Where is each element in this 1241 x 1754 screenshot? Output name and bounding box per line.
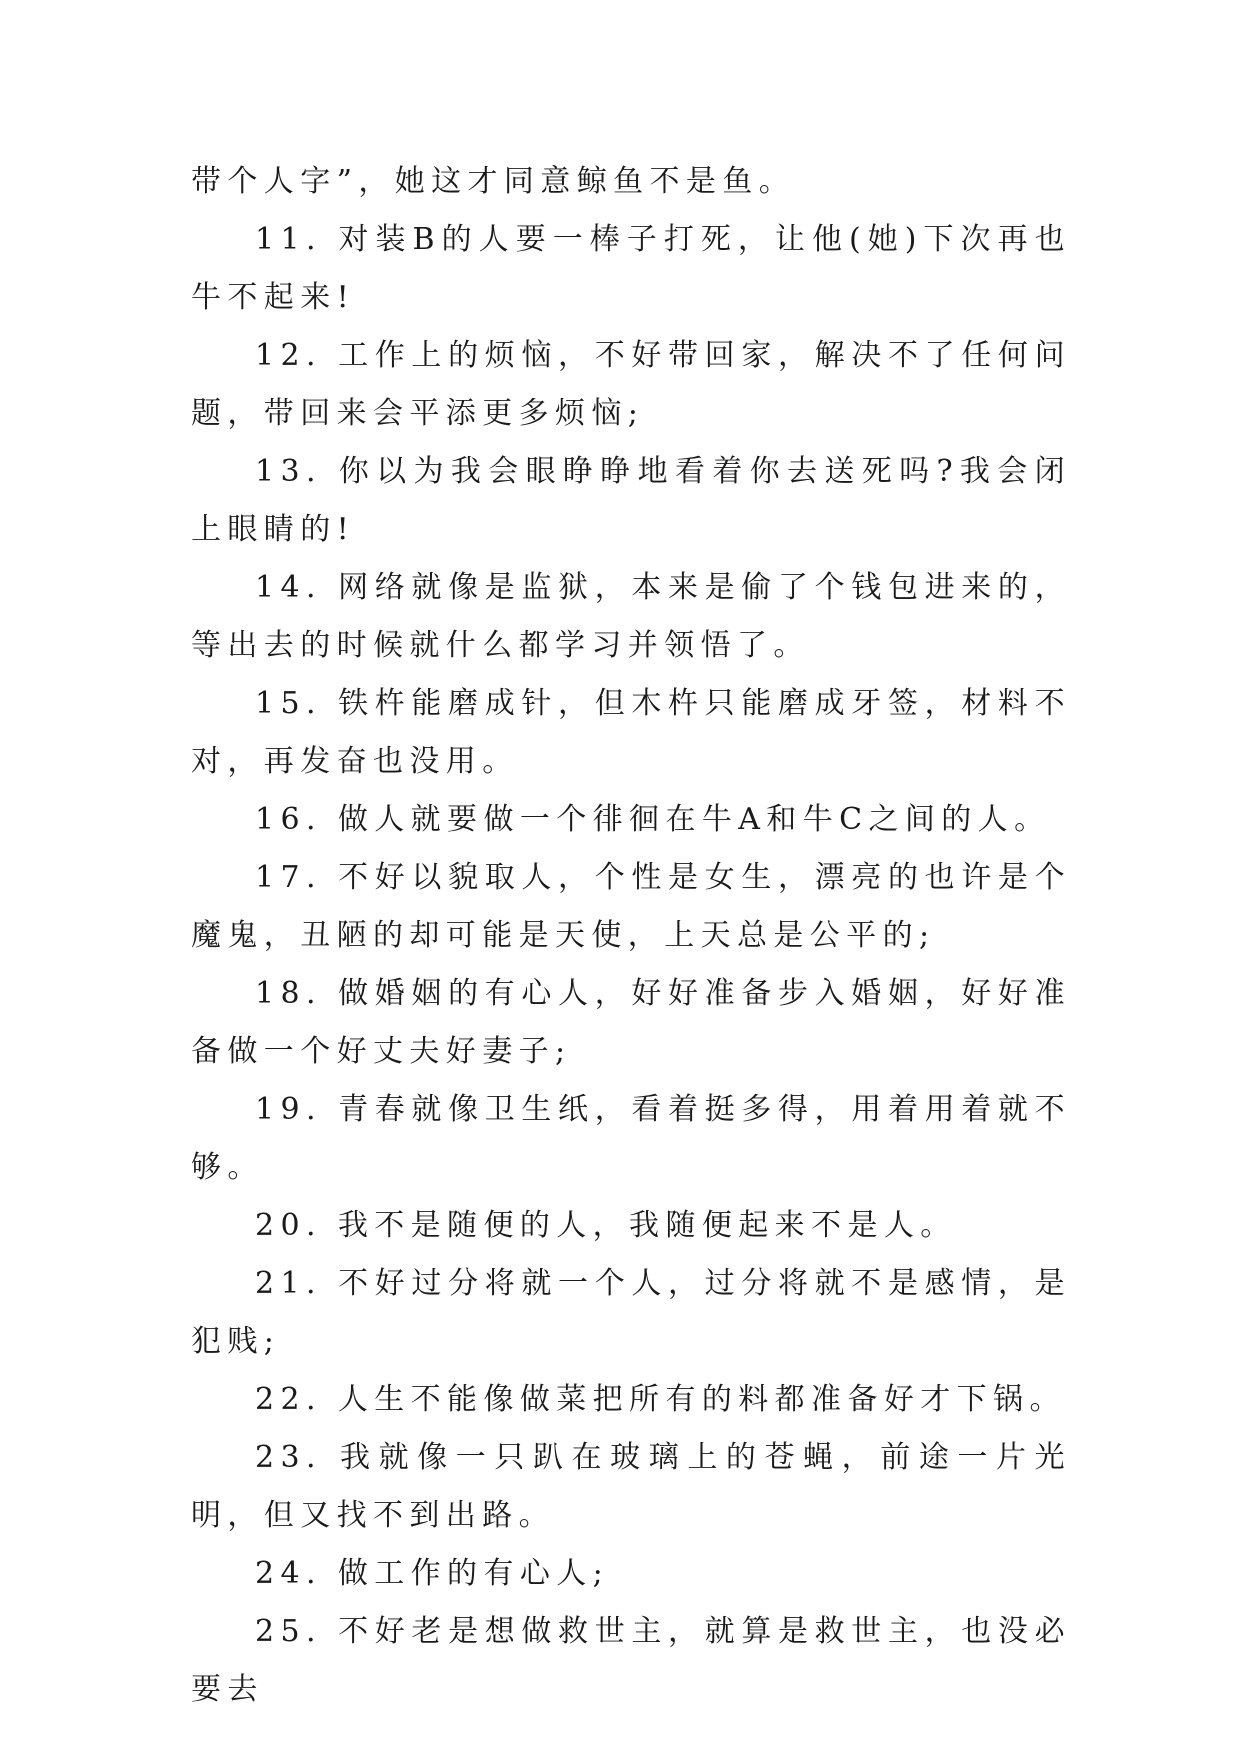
- list-item: 11. 对装B的人要一棒子打死，让他(她)下次再也牛不起来!: [191, 222, 1071, 315]
- list-item: 21. 不好过分将就一个人，过分将就不是感情，是犯贱;: [191, 1266, 1071, 1359]
- list-item: 13. 你以为我会眼睁睁地看着你去送死吗?我会闭上眼睛的!: [191, 454, 1071, 547]
- list-item: 17. 不好以貌取人，个性是女生，漂亮的也许是个魔鬼，丑陋的却可能是天使，上天总是公平的;: [191, 860, 1071, 953]
- list-item: 20. 我不是随便的人，我随便起来不是人。: [255, 1208, 957, 1243]
- list-item: 23. 我就像一只趴在玻璃上的苍蝇，前途一片光明，但又找不到出路。: [191, 1440, 1071, 1533]
- list-item: 12. 工作上的烦恼，不好带回家，解决不了任何问题，带回来会平添更多烦恼;: [191, 338, 1071, 431]
- list-item: 24. 做工作的有心人;: [255, 1556, 610, 1591]
- list-item: 16. 做人就要做一个徘徊在牛A和牛C之间的人。: [255, 802, 1051, 837]
- list-item: 15. 铁杵能磨成针，但木杵只能磨成牙签，材料不对，再发奋也没用。: [191, 686, 1071, 779]
- list-item: 22. 人生不能像做菜把所有的料都准备好才下锅。: [255, 1382, 1066, 1417]
- paragraph-continuation: 带个人字”，她这才同意鲸鱼不是鱼。: [191, 164, 796, 199]
- list-item: 18. 做婚姻的有心人，好好准备步入婚姻，好好准备做一个好丈夫好妻子;: [191, 976, 1071, 1069]
- list-item: 19. 青春就像卫生纸，看着挺多得，用着用着就不够。: [191, 1092, 1071, 1185]
- list-item: 14. 网络就像是监狱，本来是偷了个钱包进来的，等出去的时候就什么都学习并领悟了。: [191, 570, 1071, 663]
- document-body: [191, 153, 1071, 1719]
- list-item: 25. 不好老是想做救世主，就算是救世主，也没必要去: [191, 1614, 1071, 1707]
